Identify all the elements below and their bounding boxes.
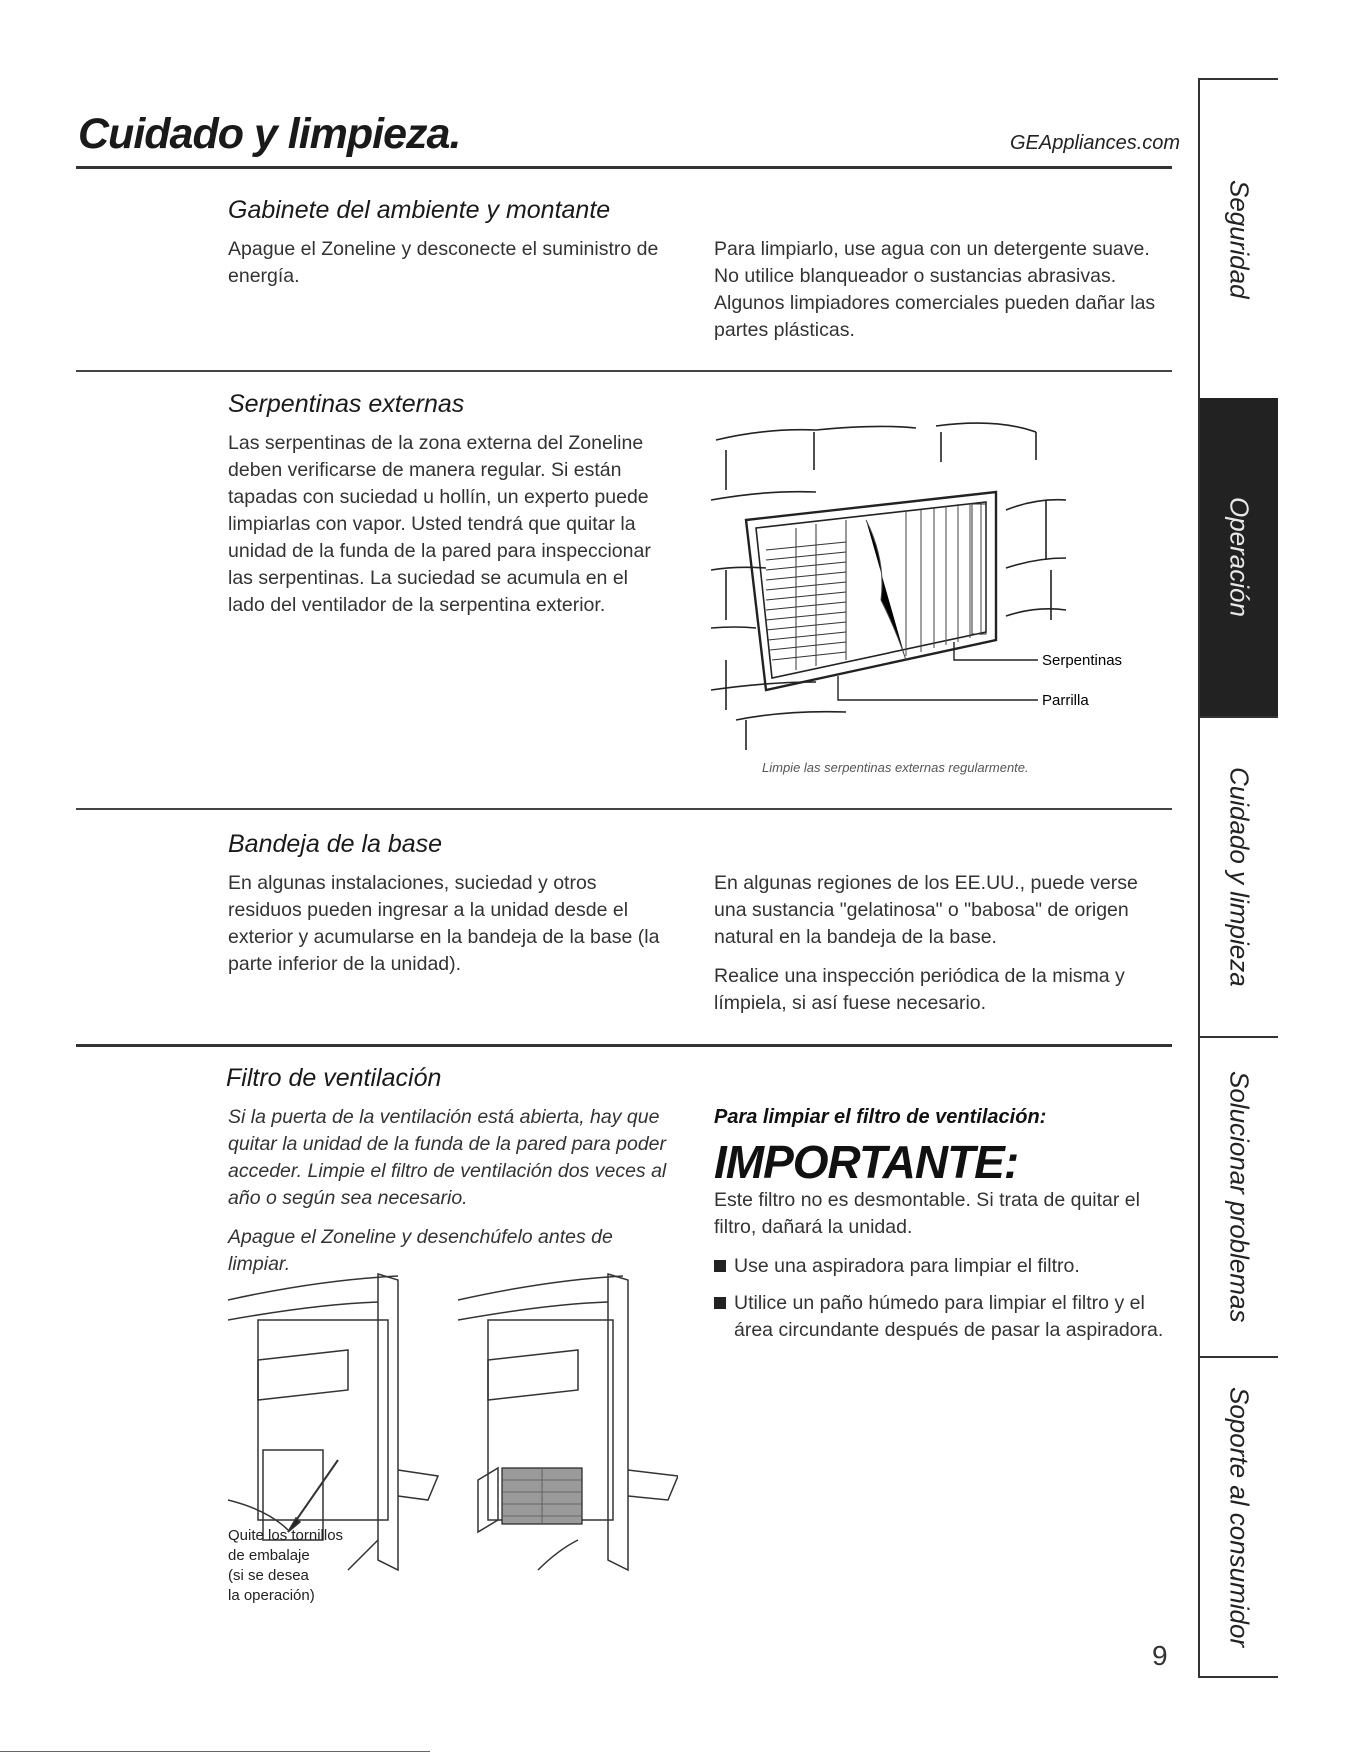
callout-line-4: la operación) bbox=[228, 1587, 315, 1604]
tab-soporte-al-consumidor[interactable] bbox=[1200, 1358, 1278, 1678]
section-heading-bandeja: Bandeja de la base bbox=[228, 830, 443, 858]
label-parrilla: Parrilla bbox=[1042, 692, 1089, 709]
bandeja-right-text bbox=[714, 870, 1174, 1029]
section-divider bbox=[76, 370, 1172, 372]
filtro-left-para-2: Apague el Zoneline y desenchúfelo antes de limpiar. bbox=[228, 1226, 613, 1275]
gabinete-left-text: Apague el Zoneline y desconecte el suministro de energía. bbox=[228, 238, 659, 287]
section-divider bbox=[76, 808, 1172, 810]
page-number: 9 bbox=[1152, 1640, 1168, 1671]
header-rule bbox=[76, 166, 1172, 169]
tab-cuidado-y-limpieza[interactable] bbox=[1200, 718, 1278, 1038]
bandeja-right-para-2: Realice una inspección periódica de la misma y límpiela, si así fuese necesario. bbox=[714, 965, 1125, 1014]
gabinete-right-text: Para limpiarlo, use agua con un detergente suave. No utilice blanqueador o sustancias abrasivas. Algunos limpiadores comerciales pueden dañar las partes plásticas. bbox=[714, 238, 1156, 341]
filtro-left-para-1: Si la puerta de la ventilación está abierta, hay que quitar la unidad de la funda de la pared para poder acceder. Limpie el filtro de ventilación dos veces al año o según sea necesario. bbox=[228, 1106, 667, 1209]
callout-line-3: (si se desea bbox=[228, 1567, 309, 1584]
section-divider bbox=[76, 1044, 1172, 1047]
tab-label: Cuidado y limpieza bbox=[1224, 767, 1255, 987]
tab-label: Seguridad bbox=[1224, 179, 1255, 299]
tab-label: Operación bbox=[1224, 497, 1255, 617]
section-heading-gabinete: Gabinete del ambiente y montante bbox=[228, 196, 611, 224]
important-text: Este filtro no es desmontable. Si trata de quitar el filtro, dañará la unidad. bbox=[714, 1189, 1140, 1238]
coil-illustration bbox=[706, 420, 1146, 760]
section-heading-serpentinas: Serpentinas externas bbox=[228, 390, 465, 418]
footer-rule bbox=[0, 1751, 430, 1752]
page-title: Cuidado y limpieza. bbox=[78, 110, 461, 158]
bullet-square-icon bbox=[714, 1297, 726, 1309]
filtro-left-text bbox=[228, 1104, 678, 1290]
illustration-caption: Limpie las serpentinas externas regularmente. bbox=[762, 760, 1029, 775]
bullet-text: Utilice un paño húmedo para limpiar el filtro y el área circundante después de pasar la aspiradora. bbox=[734, 1292, 1164, 1341]
callout-line-1: Quite los tornillos bbox=[228, 1527, 344, 1544]
callout-line-2: de embalaje bbox=[228, 1547, 310, 1564]
bullet-item bbox=[714, 1290, 1174, 1344]
sidebar-tabs bbox=[1198, 78, 1278, 1678]
bullet-text: Use una aspiradora para limpiar el filtro. bbox=[734, 1255, 1080, 1277]
tab-seguridad[interactable] bbox=[1200, 78, 1278, 400]
site-url: GEAppliances.com bbox=[1010, 132, 1181, 154]
serpentinas-text: Las serpentinas de la zona externa del Zoneline deben verificarse de manera regular. Si están tapadas con suciedad u hollín, un experto puede limpiarlas con vapor. Usted tendrá que quitar la unidad de la funda de la pared para inspeccionar las serpentinas. La suciedad se acumula en el lado del ventilador de la serpentina exterior. bbox=[228, 432, 651, 616]
filtro-subheading: Para limpiar el filtro de ventilación: bbox=[714, 1106, 1047, 1128]
tab-solucionar-problemas[interactable] bbox=[1200, 1038, 1278, 1358]
label-serpentinas: Serpentinas bbox=[1042, 652, 1123, 669]
bullet-item bbox=[714, 1253, 1174, 1280]
important-label: IMPORTANTE: bbox=[714, 1136, 1019, 1188]
filter-callout bbox=[228, 1526, 343, 1606]
bullet-square-icon bbox=[714, 1260, 726, 1272]
filtro-right-column bbox=[714, 1106, 1174, 1354]
tab-label: Solucionar problemas bbox=[1224, 1071, 1255, 1323]
bandeja-left-text: En algunas instalaciones, suciedad y otros residuos pueden ingresar a la unidad desde el exterior y acumularse en la bandeja de la base (la parte inferior de la unidad). bbox=[228, 872, 660, 975]
bandeja-right-para-1: En algunas regiones de los EE.UU., puede verse una sustancia "gelatinosa" o "babosa" de origen natural en la bandeja de la base. bbox=[714, 872, 1138, 948]
section-heading-filtro: Filtro de ventilación bbox=[226, 1064, 442, 1092]
tab-operacion[interactable] bbox=[1200, 398, 1278, 718]
tab-label: Soporte al consumidor bbox=[1224, 1386, 1255, 1648]
